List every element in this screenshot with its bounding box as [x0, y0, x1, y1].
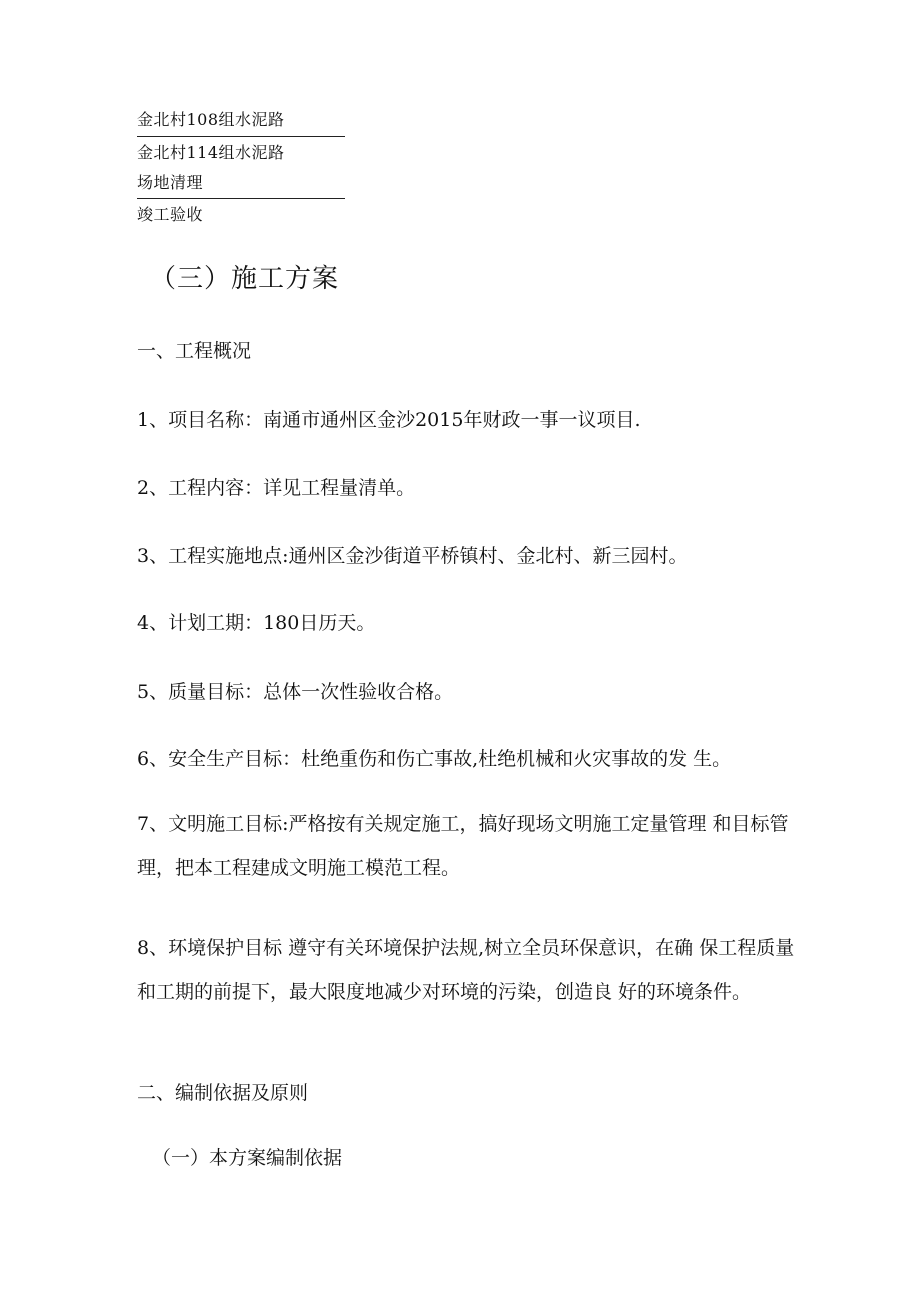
schedule-item: 金北村108组水泥路 [137, 110, 285, 129]
subsection-heading: （一）本方案编制依据 [152, 1147, 343, 1169]
item-safety-target: 6、安全生产目标：杜绝重伤和伤亡事故,杜绝机械和火灾事故的发 生。 [137, 748, 732, 770]
schedule-item: 金北村114组水泥路 [137, 143, 285, 162]
item-quality-target: 5、质量目标：总体一次性验收合格。 [137, 681, 454, 703]
item-civilized-construction-target: 7、文明施工目标:严格按有关规定施工，搞好现场文明施工定量管理 和目标管理，把本工程建成文明施工模范工程。 [137, 813, 789, 879]
item-environmental-target: 8、环境保护目标 遵守有关环境保护法规,树立全员环保意识，在确 保工程质量和工期的前提下，最大限度地减少对环境的污染，创造良 好的环境条件。 [137, 937, 795, 1003]
item-project-name: 1、项目名称：南通市通州区金沙2015年财政一事一议项目. [137, 409, 641, 431]
part2-heading: 二、编制依据及原则 [137, 1082, 309, 1104]
item-location: 3、工程实施地点:通州区金沙街道平桥镇村、金北村、新三园村。 [137, 545, 688, 567]
item-duration: 4、计划工期：180日历天。 [137, 612, 376, 634]
schedule-item: 竣工验收 [137, 205, 204, 224]
table-rule [137, 198, 345, 199]
part1-heading: 一、工程概况 [137, 340, 252, 362]
table-rule [137, 136, 345, 137]
item-content: 2、工程内容：详见工程量清单。 [137, 477, 416, 499]
section-heading: （三）施工方案 [150, 264, 340, 294]
schedule-item: 场地清理 [137, 173, 204, 192]
